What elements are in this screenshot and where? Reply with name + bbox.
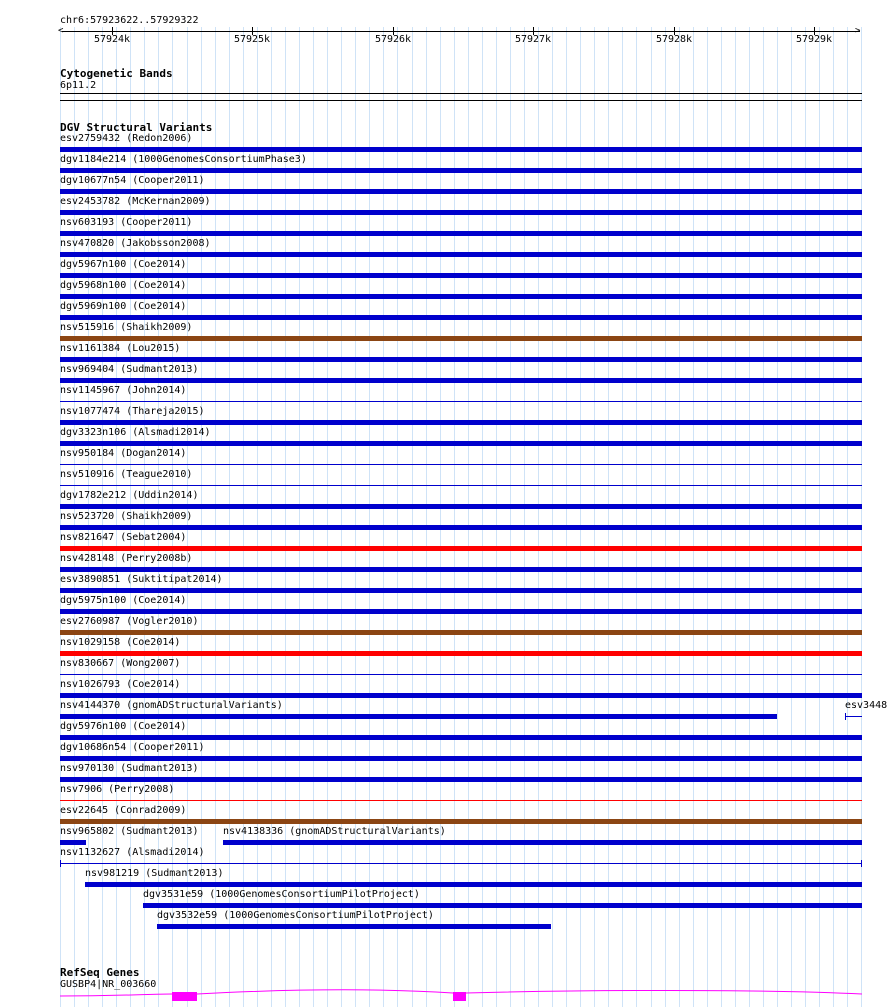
dgv-feature-bar[interactable] [60, 336, 862, 341]
dgv-feature-bar[interactable] [60, 840, 86, 845]
dgv-feature-label[interactable]: nsv969404 (Sudmant2013) [60, 364, 199, 375]
ruler-tick-label: 57926k [374, 34, 412, 45]
dgv-feature-label[interactable]: esv3890851 (Suktitipat2014) [60, 574, 223, 585]
dgv-feature-bar[interactable] [60, 630, 862, 635]
dgv-feature-label[interactable]: nsv981219 (Sudmant2013) [85, 868, 224, 879]
dgv-feature-bar[interactable] [60, 800, 862, 801]
ruler-tick-label: 57929k [795, 34, 833, 45]
dgv-feature-label[interactable]: dgv1184e214 (1000GenomesConsortiumPhase3) [60, 154, 307, 165]
dgv-feature-bar[interactable] [60, 714, 777, 719]
dgv-feature-label[interactable]: dgv5968n100 (Coe2014) [60, 280, 187, 291]
cytoband-bar-top[interactable] [60, 93, 862, 94]
dgv-feature-label[interactable]: nsv965802 (Sudmant2013) [60, 826, 199, 837]
ruler-right-arrow-icon[interactable]: > [855, 26, 861, 36]
dgv-feature-label[interactable]: dgv10677n54 (Cooper2011) [60, 175, 205, 186]
dgv-feature-label[interactable]: nsv830667 (Wong2007) [60, 658, 181, 669]
cytoband-bar-bottom [60, 100, 862, 101]
cytoband-label: 6p11.2 [60, 80, 97, 91]
dgv-feature-end-cap [60, 860, 61, 867]
dgv-feature-bar[interactable] [60, 863, 862, 864]
ruler-tick-label: 57927k [514, 34, 552, 45]
dgv-feature-label[interactable]: nsv7906 (Perry2008) [60, 784, 175, 795]
dgv-feature-label[interactable]: nsv510916 (Teague2010) [60, 469, 193, 480]
dgv-feature-label[interactable]: dgv3531e59 (1000GenomesConsortiumPilotProject) [143, 889, 420, 900]
dgv-feature-label[interactable]: dgv3532e59 (1000GenomesConsortiumPilotProject) [157, 910, 434, 921]
dgv-feature-label[interactable]: nsv950184 (Dogan2014) [60, 448, 187, 459]
dgv-feature-label[interactable]: nsv970130 (Sudmant2013) [60, 763, 199, 774]
dgv-feature-label[interactable]: dgv5976n100 (Coe2014) [60, 721, 187, 732]
dgv-feature-bar[interactable] [60, 210, 862, 215]
ruler-tick-label: 57925k [233, 34, 271, 45]
dgv-feature-bar[interactable] [60, 147, 862, 152]
gene-exon [172, 992, 197, 1001]
dgv-feature-bar[interactable] [60, 464, 862, 465]
dgv-feature-label[interactable]: nsv4138336 (gnomADStructuralVariants) [223, 826, 446, 837]
dgv-feature-bar[interactable] [60, 546, 862, 551]
dgv-feature-label[interactable]: nsv428148 (Perry2008b) [60, 553, 193, 564]
dgv-feature-bar[interactable] [60, 735, 862, 740]
dgv-feature-bar[interactable] [60, 756, 862, 761]
dgv-feature-bar[interactable] [60, 441, 862, 446]
dgv-feature-label[interactable]: nsv1029158 (Coe2014) [60, 637, 181, 648]
dgv-feature-bar[interactable] [60, 651, 862, 656]
dgv-feature-label[interactable]: nsv4144370 (gnomADStructuralVariants) [60, 700, 283, 711]
dgv-feature-bar[interactable] [223, 840, 862, 845]
dgv-feature-end-cap [845, 713, 846, 720]
dgv-feature-bar[interactable] [60, 294, 862, 299]
dgv-feature-label[interactable]: nsv515916 (Shaikh2009) [60, 322, 193, 333]
dgv-feature-bar[interactable] [60, 168, 862, 173]
dgv-feature-label[interactable]: esv2760987 (Vogler2010) [60, 616, 199, 627]
dgv-feature-bar[interactable] [60, 693, 862, 698]
dgv-feature-bar[interactable] [143, 903, 862, 908]
dgv-feature-bar[interactable] [60, 567, 862, 572]
dgv-feature-end-cap [861, 860, 862, 867]
dgv-feature-label[interactable]: nsv1026793 (Coe2014) [60, 679, 181, 690]
dgv-feature-label[interactable]: nsv1161384 (Lou2015) [60, 343, 181, 354]
ruler-tick-label: 57924k [93, 34, 131, 45]
dgv-feature-bar[interactable] [60, 189, 862, 194]
dgv-feature-label[interactable]: esv22645 (Conrad2009) [60, 805, 187, 816]
dgv-feature-bar[interactable] [60, 525, 862, 530]
dgv-feature-label[interactable]: dgv10686n54 (Cooper2011) [60, 742, 205, 753]
refseq-gene-model[interactable] [60, 988, 862, 1007]
dgv-feature-bar[interactable] [60, 485, 862, 486]
dgv-feature-bar[interactable] [60, 231, 862, 236]
dgv-track-title[interactable]: DGV Structural Variants [60, 121, 213, 134]
dgv-feature-label[interactable]: nsv1145967 (John2014) [60, 385, 187, 396]
dgv-feature-label[interactable]: dgv5975n100 (Coe2014) [60, 595, 187, 606]
dgv-feature-label[interactable]: nsv470820 (Jakobsson2008) [60, 238, 211, 249]
dgv-feature-label[interactable]: dgv5969n100 (Coe2014) [60, 301, 187, 312]
dgv-feature-label[interactable]: nsv1077474 (Thareja2015) [60, 406, 205, 417]
dgv-feature-bar[interactable] [60, 378, 862, 383]
ruler-axis-line [62, 31, 860, 32]
dgv-feature-bar[interactable] [157, 924, 551, 929]
dgv-feature-label[interactable]: nsv523720 (Shaikh2009) [60, 511, 193, 522]
dgv-feature-bar[interactable] [85, 882, 862, 887]
dgv-feature-bar[interactable] [60, 357, 862, 362]
dgv-feature-bar[interactable] [60, 819, 862, 824]
dgv-feature-label[interactable]: dgv1782e212 (Uddin2014) [60, 490, 199, 501]
dgv-feature-bar[interactable] [60, 588, 862, 593]
dgv-feature-bar[interactable] [60, 273, 862, 278]
dgv-feature-bar[interactable] [60, 674, 862, 675]
gene-exon [453, 992, 466, 1001]
dgv-feature-bar[interactable] [60, 315, 862, 320]
dgv-feature-label[interactable]: esv2453782 (McKernan2009) [60, 196, 211, 207]
dgv-feature-bar[interactable] [60, 609, 862, 614]
dgv-feature-bar[interactable] [845, 716, 862, 717]
refseq-gene-label[interactable]: GUSBP4|NR_003660 [60, 979, 157, 990]
dgv-feature-bar[interactable] [60, 504, 862, 509]
dgv-feature-bar[interactable] [60, 777, 862, 782]
dgv-feature-label[interactable]: dgv3323n106 (Alsmadi2014) [60, 427, 211, 438]
dgv-feature-label[interactable]: nsv603193 (Cooper2011) [60, 217, 193, 228]
dgv-feature-bar[interactable] [60, 401, 862, 402]
dgv-feature-label[interactable]: esv2759432 (Redon2006) [60, 133, 193, 144]
dgv-feature-bar[interactable] [60, 420, 862, 425]
cytobands-track-title[interactable]: Cytogenetic Bands [60, 67, 173, 80]
dgv-feature-bar[interactable] [60, 252, 862, 257]
ruler-tick-label: 57928k [655, 34, 693, 45]
dgv-feature-label[interactable]: esv3448 [845, 700, 888, 711]
dgv-feature-label[interactable]: nsv821647 (Sebat2004) [60, 532, 187, 543]
ruler-left-arrow-icon[interactable]: < [58, 26, 64, 36]
dgv-feature-label[interactable]: nsv1132627 (Alsmadi2014) [60, 847, 205, 858]
ruler-range-label: chr6:57923622..57929322 [60, 15, 199, 26]
dgv-feature-label[interactable]: dgv5967n100 (Coe2014) [60, 259, 187, 270]
refseq-track-title[interactable]: RefSeq Genes [60, 966, 140, 979]
